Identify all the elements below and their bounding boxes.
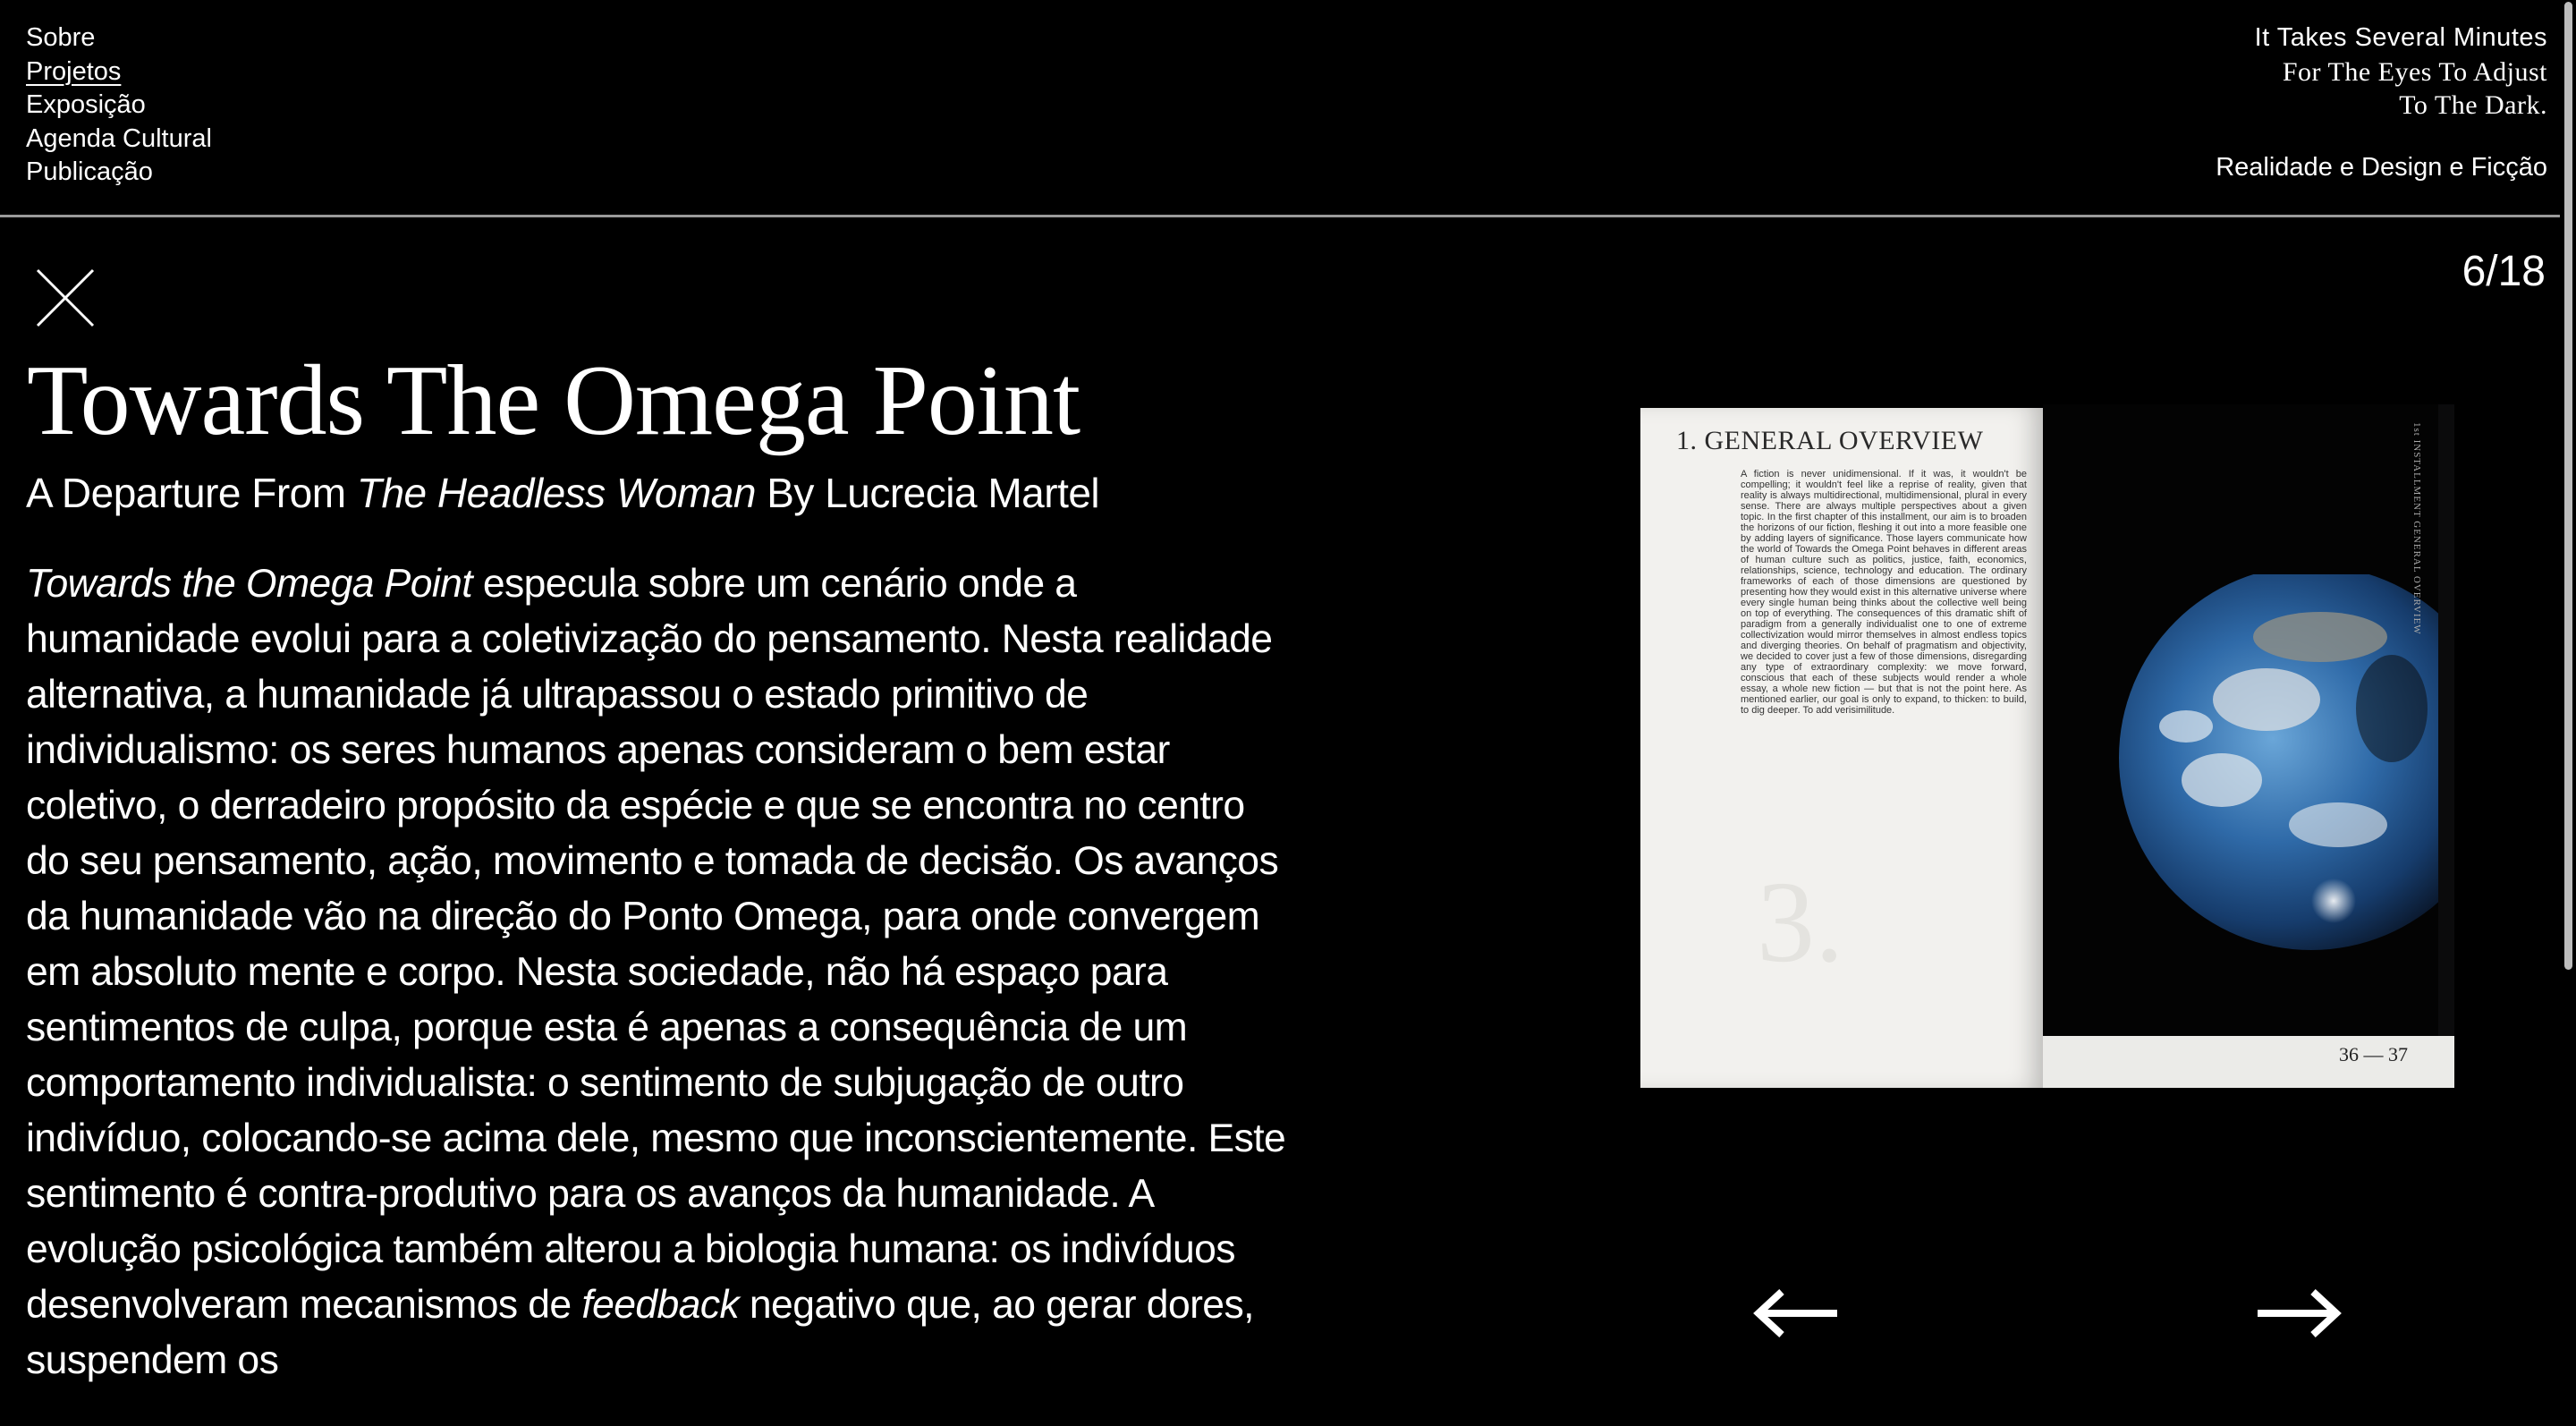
nav-item-sobre[interactable]: Sobre	[26, 23, 96, 52]
slide-counter: 6/18	[2462, 248, 2546, 295]
arrow-right-icon	[2254, 1286, 2343, 1340]
nav-item-agenda-cultural[interactable]: Agenda Cultural	[26, 123, 212, 153]
book-left-page	[1640, 408, 2045, 1088]
site-title[interactable]	[2255, 21, 2547, 123]
main-nav	[26, 21, 212, 190]
earth-globe-image	[2043, 404, 2438, 1036]
subtitle-suffix: By Lucrecia Martel	[755, 470, 1100, 516]
page-scrollbar[interactable]	[2560, 0, 2576, 1426]
arrow-left-icon	[1751, 1286, 1841, 1340]
book-chapter-heading: 1. GENERAL OVERVIEW	[1676, 426, 1984, 455]
site-tagline: Realidade e Design e Ficção	[2216, 153, 2547, 182]
description-italic-title: Towards the Omega Point	[26, 562, 473, 606]
nav-item-exposicao[interactable]: Exposição	[26, 90, 146, 119]
close-button[interactable]	[34, 267, 98, 331]
nav-item-publicacao[interactable]: Publicação	[26, 157, 153, 186]
site-title-line-3: To The Dark.	[2399, 90, 2547, 120]
book-big-number: 3.	[1757, 858, 1844, 987]
book-page-numbers: 36 — 37	[2339, 1043, 2408, 1065]
book-side-label: 1st INSTALLMENT GENERAL OVERVIEW	[2411, 422, 2422, 635]
book-paragraph: A fiction is never unidimensional. If it was, it wouldn't be compelling; it wouldn't feel like a reprise of reality, given that reality is always multidirectional, multidimensional, plural in every sense. There are always multiple perspectives about a given topic. In the first chapter of this installment, our aim is to broaden the horizons of our fiction, fleshing it out into a more feasible one by adding layers of significance. Those layers communicate how the world of Towards the Omega Point behaves in different areas of human culture such as politics, justice, faith, economics, relationships, science, technology and education. The ordinary frameworks of each of those dimensions are questioned by presenting how they would exist in this alternative universe where every single human being thinks about the collective well being on top of everything. The consequences of this dramatic shift of paradigm from a generally individualist one to one of extreme collectivization would mirror themselves in almost endless topics and diverging theories. On behalf of pragmatism and objectivity, we decided to cover just a few of those dimensions, disregarding any type of extraordinary complexity: we move forward, conscious that each of these subjects would render a whole essay, a whole new fiction — but that is not the point here. As mentioned earlier, our goal is only to expand, to thicken: to build, to dig deeper. To add verisimilitude.	[1741, 469, 2027, 716]
scrollbar-thumb[interactable]	[2564, 2, 2572, 970]
project-description	[26, 556, 1296, 1388]
subtitle-film-title: The Headless Woman	[356, 470, 756, 516]
header-divider	[0, 215, 2560, 217]
publication-photo	[1640, 404, 2454, 1088]
earth-image	[2043, 404, 2438, 1036]
subtitle-prefix: A Departure From	[26, 470, 357, 516]
site-title-line-1: It Takes Several Minutes	[2254, 23, 2547, 52]
description-tail: negativo que, ao gerar dores, suspendem os	[26, 1283, 1254, 1382]
nav-item-projetos[interactable]: Projetos	[26, 56, 122, 86]
close-icon	[34, 267, 98, 331]
book-right-page	[2043, 404, 2454, 1088]
next-slide-button[interactable]	[2254, 1286, 2343, 1340]
project-subtitle	[26, 469, 1099, 517]
site-title-line-2: For The Eyes To Adjust	[2282, 56, 2547, 87]
project-title: Towards The Omega Point	[27, 345, 1080, 456]
description-italic-term: feedback	[581, 1283, 740, 1327]
book-footer	[2043, 1036, 2454, 1088]
description-main: especula sobre um cenário onde a humanidade evolui para a coletivização do pensamento. Nesta realidade alternativa, a humanidade já ultrapassou o estado primitivo de individualismo: os seres humanos apenas consideram o bem estar coletivo, o derradeiro propósito da espécie e que se encontra no centro do seu pensamento, ação, movimento e tomada de decisão. Os avanços da humanidade vão na direção do Ponto Omega, para onde convergem em absoluto mente e corpo. Nesta sociedade, não há espaço para sentimentos de culpa, porque esta é apenas a consequência de um comportamento individualista: o sentimento de subjugação de outro indivíduo, colocando-se acima dele, mesmo que inconscientemente. Este sentimento é contra-produtivo para os avanços da humanidade. A evolução psicológica também alterou a biologia humana: os indivíduos desenvolveram mecanismos de	[26, 562, 1286, 1327]
previous-slide-button[interactable]	[1751, 1286, 1841, 1340]
